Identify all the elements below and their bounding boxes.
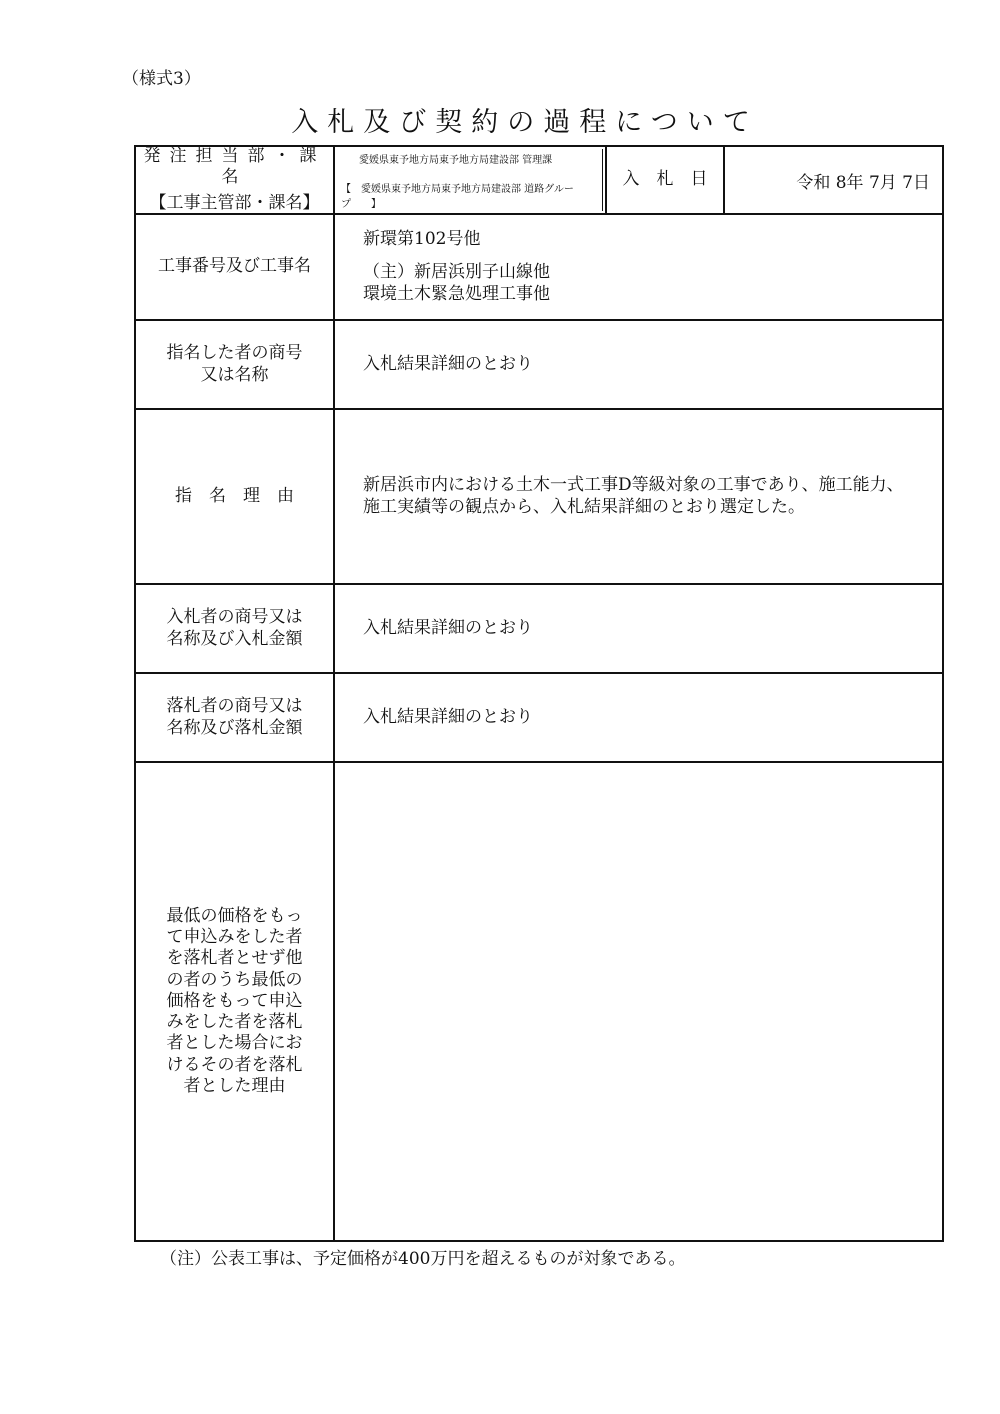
- bidders-value: 入札結果詳細のとおり: [363, 617, 533, 638]
- page-title: 入札及び契約の過程について: [291, 107, 759, 138]
- other-reason-line: みをした者を落札: [166, 1012, 303, 1033]
- dept-value-line1: 愛媛県東予地方局東予地方局建設部 管理課: [359, 154, 553, 166]
- work-number: 新環第102号他: [363, 229, 481, 250]
- nominee-label-line1: 指名した者の商号: [166, 343, 303, 364]
- nominee-value: 入札結果詳細のとおり: [363, 353, 533, 374]
- nominee-label: [136, 321, 333, 408]
- winner-value: 入札結果詳細のとおり: [363, 706, 533, 727]
- bid-date-value: 令和 8年 7月 7日: [796, 172, 930, 193]
- other-reason-line: けるその者を落札: [166, 1054, 303, 1075]
- dept-label: [136, 147, 333, 213]
- other-reason-line: 者とした場合にお: [166, 1033, 303, 1054]
- other-reason-line: て申込みをした者: [166, 927, 303, 948]
- other-reason-line: 者とした理由: [183, 1075, 286, 1096]
- bidders-label-line1: 入札者の商号又は: [166, 607, 303, 628]
- bidders-label: [136, 585, 333, 672]
- work-name-line1: （主）新居浜別子山線他: [363, 262, 550, 283]
- work-label: 工事番号及び工事名: [158, 256, 311, 277]
- other-reason-value: [335, 763, 942, 1240]
- work-value: [335, 215, 942, 319]
- dept-label-line2: 【工事主管部・課名】: [149, 192, 320, 213]
- bidders-label-line2: 名称及び入札金額: [166, 628, 303, 649]
- process-table: [134, 145, 944, 1242]
- reason-value: 新居浜市内における土木一式工事D等級対象の工事であり、施工能力、施工実績等の観点から、入札結果詳細のとおり選定した。: [363, 475, 904, 517]
- dept-label-line1: 発注担当部・課名: [143, 146, 326, 188]
- winner-label-line1: 落札者の商号又は: [166, 696, 303, 717]
- nominee-label-line2: 又は名称: [200, 364, 269, 385]
- form-number: （様式3）: [122, 69, 201, 89]
- winner-label-line2: 名称及び落札金額: [166, 717, 303, 738]
- other-reason-line: を落札者とせず他: [166, 948, 303, 969]
- other-reason-line: 価格をもって申込: [166, 990, 303, 1011]
- other-reason-line: の者のうち最低の: [166, 969, 303, 990]
- dept-value: [335, 147, 603, 213]
- work-name-line2: 環境土木緊急処理工事他: [363, 283, 550, 304]
- other-reason-label: [136, 763, 333, 1240]
- other-reason-line: 最低の価格をもっ: [166, 905, 303, 926]
- reason-label: 指 名 理 由: [175, 485, 294, 506]
- bid-date-label: 入 札 日: [622, 169, 708, 190]
- dept-value-line2: 【 愛媛県東予地方局東予地方局建設部 道路グループ 】: [341, 183, 574, 210]
- winner-label: [136, 674, 333, 761]
- footnote: （注）公表工事は、予定価格が400万円を超えるものが対象である。: [160, 1249, 686, 1269]
